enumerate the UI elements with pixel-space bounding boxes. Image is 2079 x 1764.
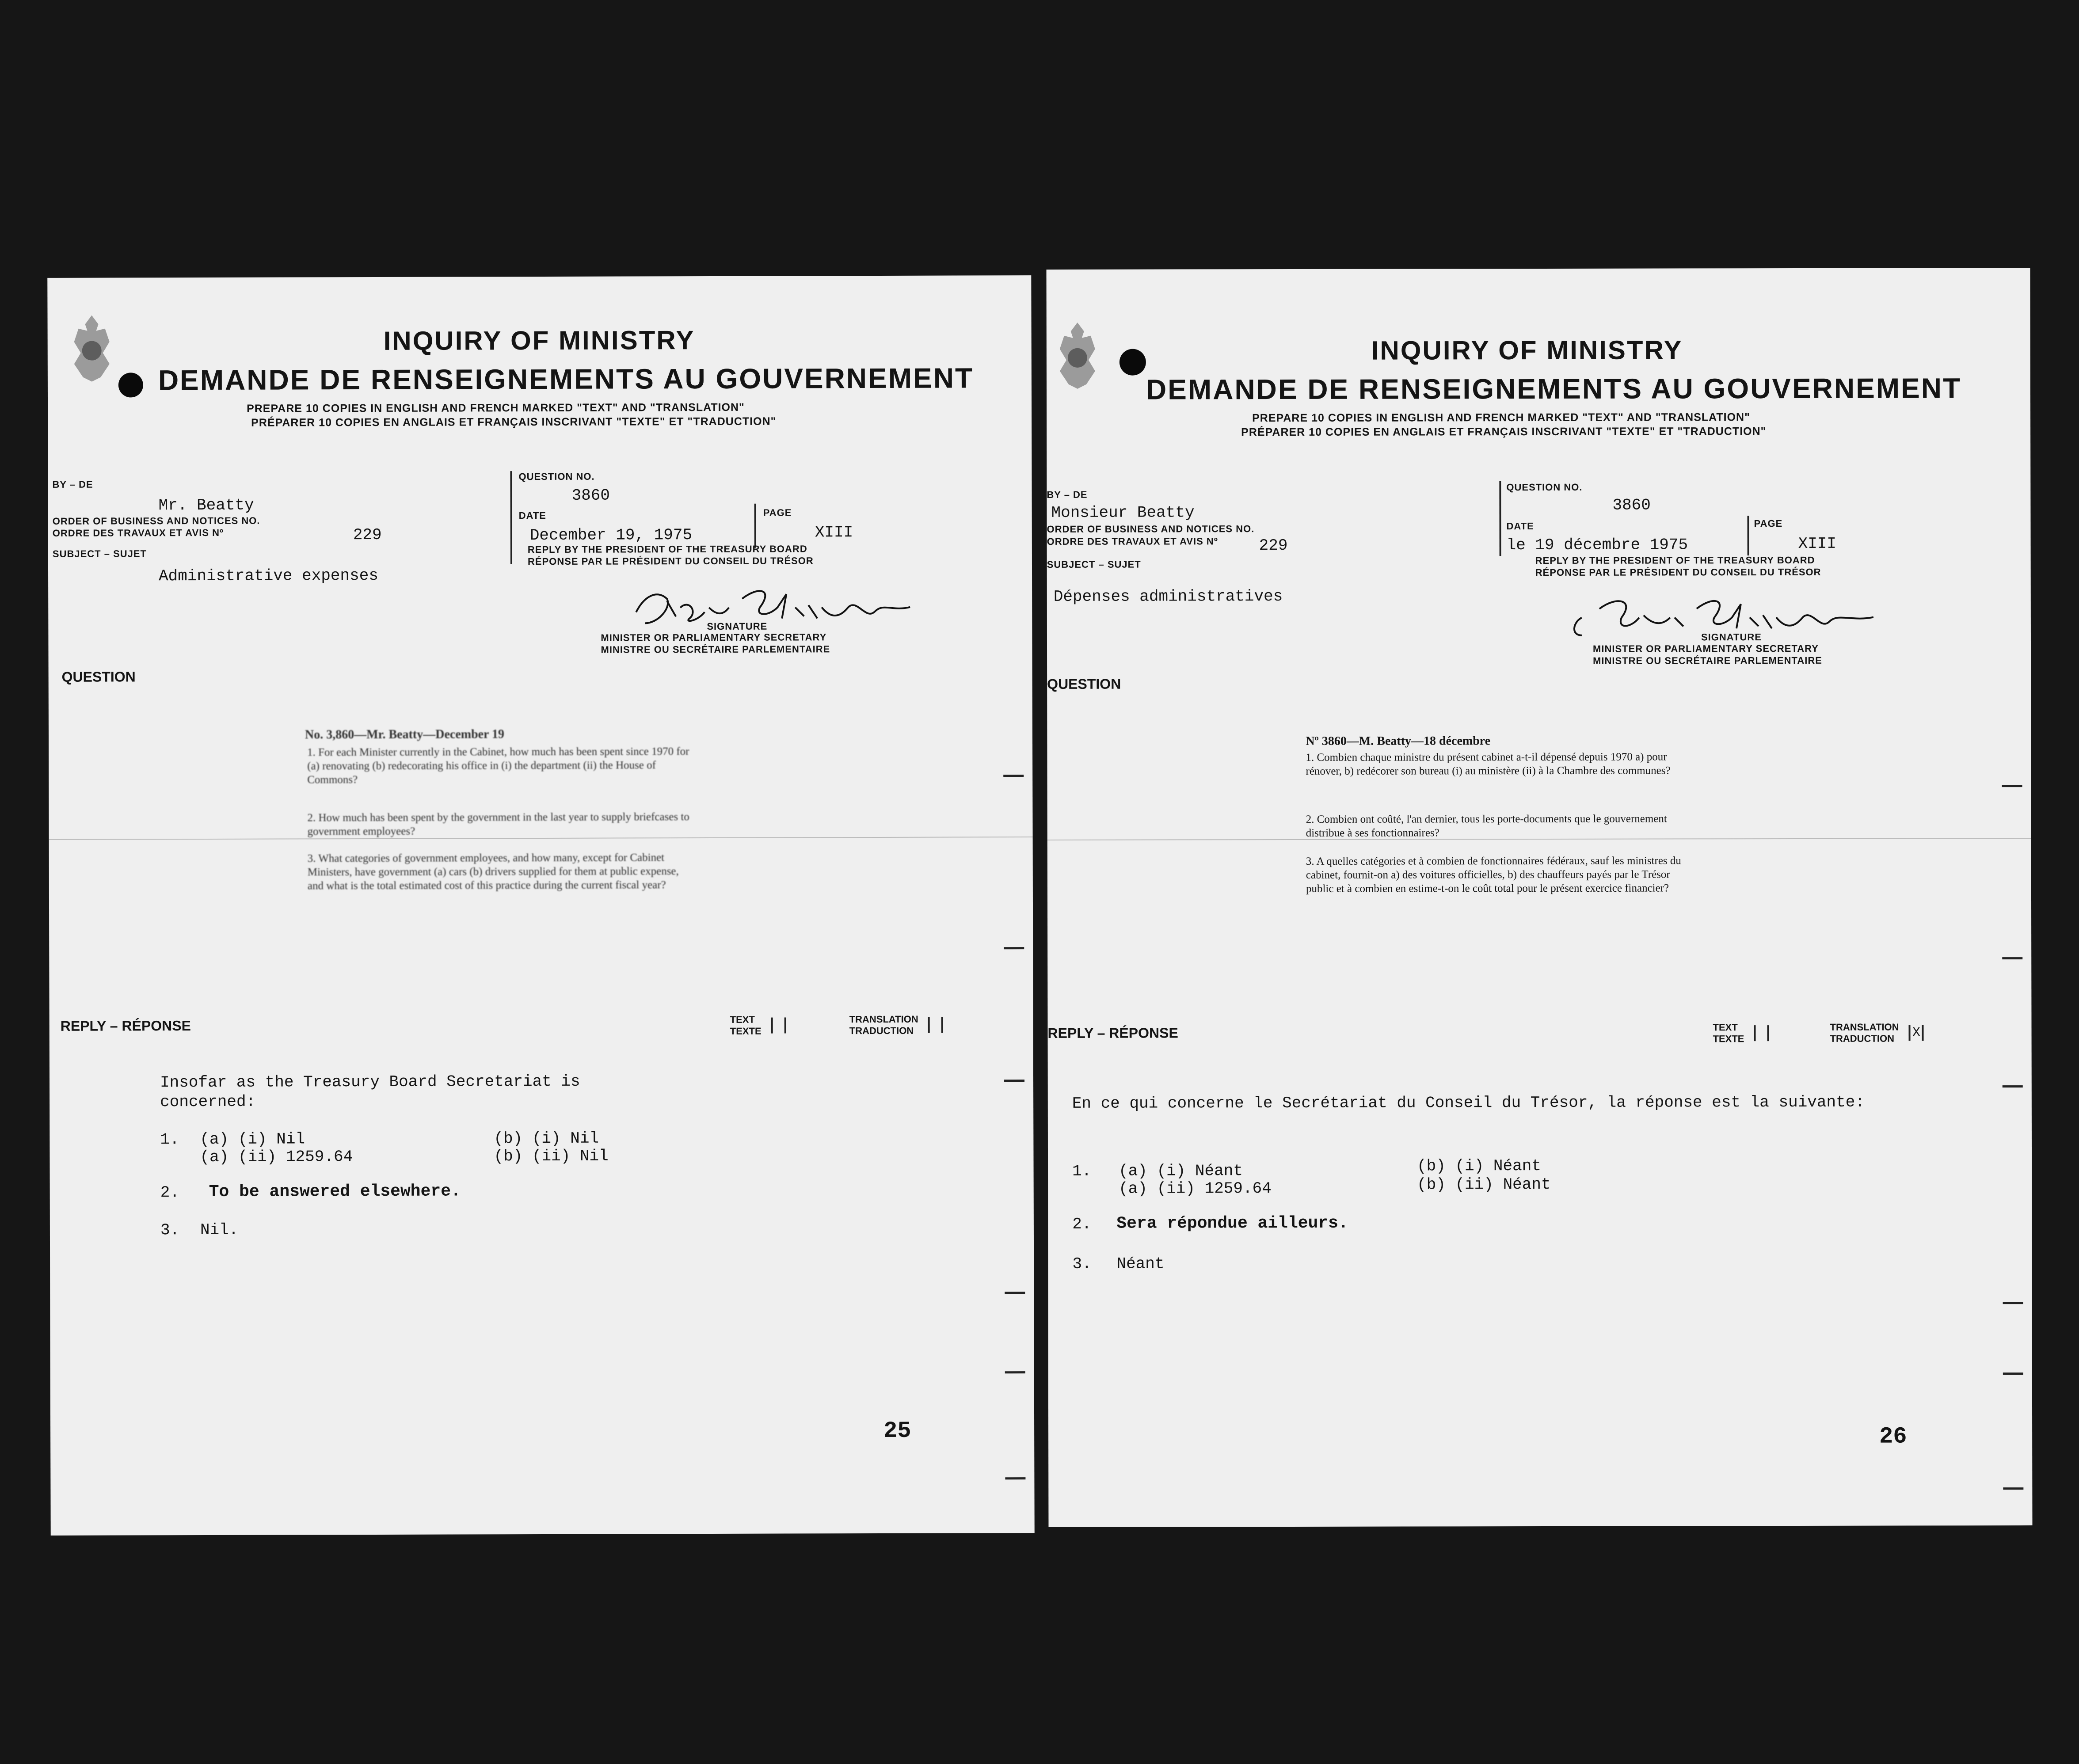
signature-handwritten (627, 581, 919, 630)
text-label-fr: TEXTE (730, 1025, 762, 1037)
copies-instruction-fr: PRÉPARER 10 COPIES EN ANGLAIS ET FRANÇAIS INSCRIVANT "TEXTE" ET "TRADUCTION" (251, 415, 777, 429)
question-paragraph-1: 1. Combien chaque ministre du présent cabinet a-t-il dépensé depuis 1970 a) pour rénover, b) redécorer son bureau (i) au ministère (ii) à la Chambre des communes? (1306, 751, 1671, 777)
translation-label-en: TRANSLATION (849, 1013, 918, 1025)
reply-2-number: 2. (1072, 1215, 1092, 1233)
signatory-fr: MINISTRE OU SECRÉTAIRE PARLEMENTAIRE (601, 643, 830, 655)
reply-3-text: Nil. (200, 1220, 239, 1239)
reply-by-fr: RÉPONSE PAR LE PRÉSIDENT DU CONSEIL DU TRÉSOR (527, 555, 814, 567)
question-paragraph-3: 3. A quelles catégories et à combien de fonctionnaires fédéraux, sauf les ministres du cabinet, fournit-on a) des voitures officielles, b) des chauffeurs payés par le Trésor public et à combien en estime-t-on le coût total pour le présent exercice financier? (1306, 855, 1681, 895)
reply-1b-ii: (b) (ii) Nil (494, 1147, 609, 1166)
coat-of-arms-emblem (61, 311, 122, 386)
translation-checkbox (928, 1017, 943, 1033)
copies-instruction-fr: PRÉPARER 10 COPIES EN ANGLAIS ET FRANÇAIS INSCRIVANT "TEXTE" ET "TRADUCTION" (1241, 425, 1767, 439)
signature-name: Jean Chrétien (627, 581, 630, 582)
form-title-fr: DEMANDE DE RENSEIGNEMENTS AU GOUVERNEMENT (158, 362, 974, 396)
reply-3-number: 3. (160, 1221, 180, 1239)
question-no-value: 3860 (1612, 496, 1651, 514)
question-paragraph-2: 2. How much has been spent by the government in the last year to supply briefcases to government employees? (307, 811, 689, 838)
text-checkbox (1754, 1025, 1769, 1041)
reply-1b-ii: (b) (ii) Néant (1417, 1175, 1551, 1194)
copies-instruction-en: PREPARE 10 COPIES IN ENGLISH AND FRENCH MARKED "TEXT" AND "TRANSLATION" (1252, 411, 1750, 425)
translation-label-fr: TRADUCTION (1830, 1033, 1895, 1044)
by-label: BY – DE (1047, 489, 1088, 500)
question-label: QUESTION (61, 669, 136, 685)
page-label: PAGE (763, 507, 792, 518)
subject-value: Administrative expenses (158, 566, 378, 585)
punch-hole (118, 373, 143, 397)
copies-instruction-en: PREPARE 10 COPIES IN ENGLISH AND FRENCH MARKED "TEXT" AND "TRANSLATION" (247, 401, 745, 415)
translation-checkbox-group (1830, 1021, 1924, 1044)
reply-label: REPLY – RÉPONSE (60, 1018, 191, 1034)
translation-checkbox-group (849, 1014, 944, 1037)
punch-hole (1119, 349, 1146, 376)
by-label: BY – DE (52, 479, 93, 490)
reply-2-text: Sera répondue ailleurs. (1116, 1213, 1348, 1233)
page-number: 26 (1879, 1423, 1907, 1450)
page-value: XIII (815, 523, 853, 542)
reply-1a-ii: (a) (ii) 1259.64 (200, 1148, 353, 1167)
text-label-en: TEXT (730, 1014, 755, 1025)
date-label: DATE (1506, 521, 1534, 532)
reply-2-text: To be answered elsewhere. (209, 1182, 461, 1201)
by-value: Mr. Beatty (158, 496, 254, 515)
order-value: 229 (1259, 536, 1288, 555)
question-header: Nº 3860—M. Beatty—18 décembre (1306, 734, 1491, 748)
question-label: QUESTION (1047, 676, 1121, 692)
reply-1b-i: (b) (i) Nil (494, 1129, 599, 1148)
reply-by-fr: RÉPONSE PAR LE PRÉSIDENT DU CONSEIL DU TRÉSOR (1535, 566, 1821, 578)
text-checkbox-group (1713, 1022, 1769, 1045)
reply-3-number: 3. (1072, 1255, 1092, 1273)
date-label: DATE (518, 509, 546, 521)
coat-of-arms-emblem (1047, 318, 1108, 393)
reply-1a-ii: (a) (ii) 1259.64 (1119, 1179, 1272, 1198)
question-no-value: 3860 (571, 486, 610, 505)
date-value: December 19, 1975 (529, 526, 693, 545)
page-label: PAGE (1754, 518, 1783, 529)
reply-1b-i: (b) (i) Néant (1417, 1156, 1541, 1175)
form-title-fr: DEMANDE DE RENSEIGNEMENTS AU GOUVERNEMENT (1146, 372, 1962, 406)
translation-label-en: TRANSLATION (1830, 1021, 1899, 1033)
text-label-en: TEXT (1713, 1022, 1738, 1033)
question-no-label: QUESTION NO. (518, 471, 595, 483)
english-form-sheet (47, 275, 1034, 1536)
reply-by-en: REPLY BY THE PRESIDENT OF THE TREASURY BOARD (527, 543, 807, 555)
order-label-en: ORDER OF BUSINESS AND NOTICES NO. (52, 515, 260, 527)
text-checkbox-group (730, 1014, 786, 1037)
question-paragraph-3: 3. What categories of government employees, and how many, except for Cabinet Ministers, have government (a) cars (b) drivers supplied for them at public expense, and what is the total estimated cost of this practice during the current fiscal year? (307, 852, 679, 892)
page-number: 25 (883, 1418, 911, 1444)
signature-label: SIGNATURE (1701, 631, 1762, 643)
reply-1-number: 1. (1072, 1162, 1092, 1180)
reply-1a-i: (a) (i) Néant (1119, 1162, 1243, 1180)
signatory-en: MINISTER OR PARLIAMENTARY SECRETARY (1592, 642, 1819, 654)
order-label-en: ORDER OF BUSINESS AND NOTICES NO. (1047, 523, 1255, 535)
text-checkbox (771, 1018, 786, 1034)
reply-1a-i: (a) (i) Nil (200, 1130, 305, 1149)
reply-intro: Insofar as the Treasury Board Secretariat is concerned: (160, 1072, 580, 1111)
reply-by-en: REPLY BY THE PRESIDENT OF THE TREASURY BOARD (1535, 554, 1815, 566)
subject-label: SUBJECT – SUJET (52, 548, 147, 559)
reply-3-text: Néant (1116, 1255, 1165, 1273)
question-paragraph-1: 1. For each Minister currently in the Cabinet, how much has been spent since 1970 for (a) renovating (b) redecorating his office in (i) the department (ii) the House of Commons? (307, 745, 689, 786)
order-value: 229 (353, 525, 382, 544)
translation-label-fr: TRADUCTION (849, 1025, 914, 1037)
reply-1-number: 1. (160, 1130, 179, 1149)
form-title-en: INQUIRY OF MINISTRY (1371, 335, 1683, 365)
subject-value: Dépenses administratives (1053, 587, 1283, 606)
signature-label: SIGNATURE (707, 620, 768, 632)
question-header: No. 3,860—Mr. Beatty—December 19 (305, 727, 505, 742)
form-title-en: INQUIRY OF MINISTRY (383, 325, 695, 356)
french-form-sheet (1047, 268, 2033, 1527)
order-label-fr: ORDRE DES TRAVAUX ET AVIS Nº (1047, 536, 1218, 547)
by-value: Monsieur Beatty (1051, 503, 1195, 522)
reply-2-number: 2. (160, 1183, 179, 1202)
page-value: XIII (1798, 534, 1837, 553)
question-paragraph-2: 2. Combien ont coûté, l'an dernier, tous les porte-documents que le gouvernement distribue à ses fonctionnaires? (1306, 813, 1667, 839)
reply-label: REPLY – RÉPONSE (1047, 1025, 1178, 1041)
signatory-fr: MINISTRE OU SECRÉTAIRE PARLEMENTAIRE (1593, 654, 1822, 666)
subject-label: SUBJECT – SUJET (1047, 559, 1141, 570)
reply-intro: En ce qui concerne le Secrétariat du Conseil du Trésor, la réponse est la suivante: (1072, 1093, 1865, 1113)
signatory-en: MINISTER OR PARLIAMENTARY SECRETARY (601, 631, 827, 643)
text-label-fr: TEXTE (1713, 1033, 1744, 1045)
date-value: le 19 décembre 1975 (1506, 536, 1688, 555)
order-label-fr: ORDRE DES TRAVAUX ET AVIS Nº (52, 527, 224, 539)
question-no-label: QUESTION NO. (1506, 481, 1583, 493)
translation-checkbox: X (1909, 1025, 1924, 1041)
